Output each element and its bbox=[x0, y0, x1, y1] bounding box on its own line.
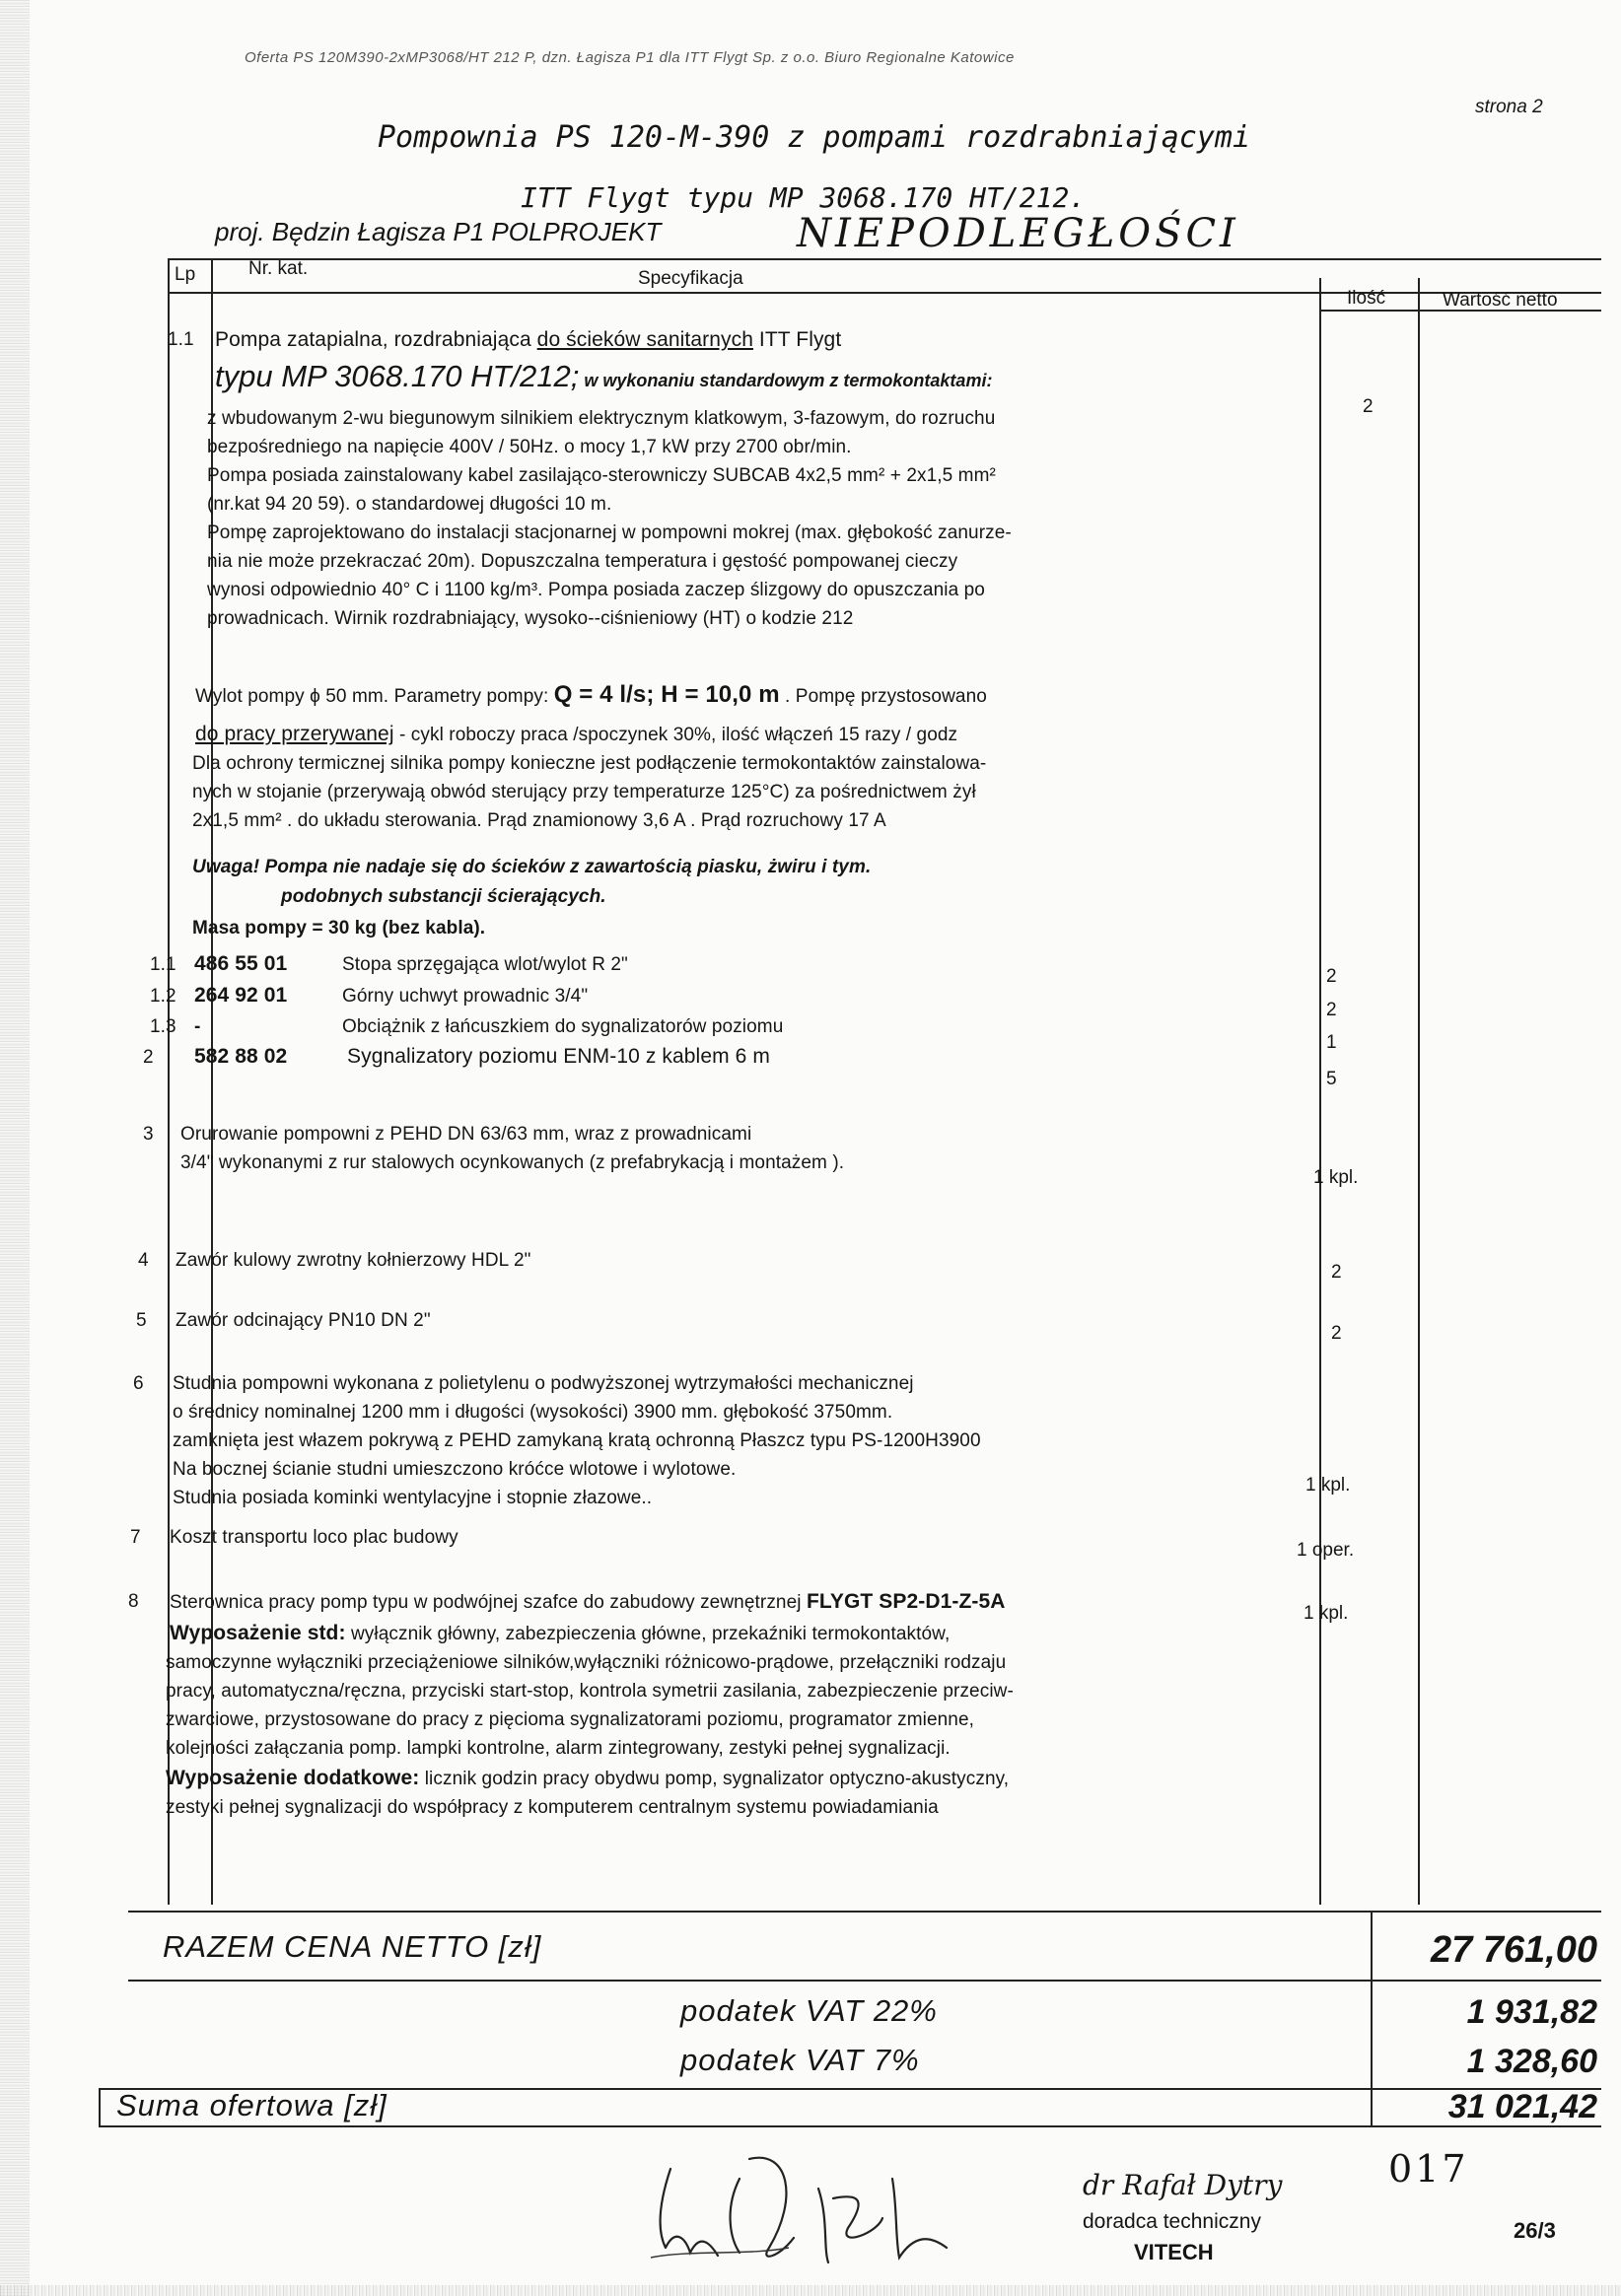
item-6-desc: Studnia pompowni wykonana z polietylenu o podwyższonej wytrzymałości mechanicznej o średnicy nominalnej 1200 mm i długości (wysokości) 3900 mm. głębokość 3750mm. zamknięta jest włazem pokrywą z PEHD zamykaną kratą ochronną Płaszcz typu PS-1200H3900 Na bocznej ścianie studni umieszczono króćce wlotowe i wylotowe. Studnia posiada kominki wentylacyjne i stopnie złazowe.. bbox=[173, 1373, 981, 1508]
page-label: strona 2 bbox=[1475, 97, 1543, 117]
col-value: Wartość netto bbox=[1443, 290, 1558, 311]
scan-bottom-noise bbox=[0, 2285, 1621, 2296]
sum-bottom-border bbox=[99, 2125, 1601, 2127]
sum-label: Suma ofertowa [zł] bbox=[116, 2088, 388, 2122]
item-1-1-work: do pracy przerywanej - cykl roboczy praca /spoczynek 30%, ilość włączeń 15 razy / godz bbox=[195, 723, 958, 745]
accessory-qty: 5 bbox=[1326, 1069, 1337, 1089]
item-6-qty: 1 kpl. bbox=[1305, 1475, 1351, 1496]
vat7-value: 1 328,60 bbox=[1466, 2043, 1597, 2080]
item-7-qty: 1 oper. bbox=[1297, 1540, 1355, 1561]
stamp-number: 017 bbox=[1388, 2147, 1469, 2191]
item-3-desc: Orurowanie pompowni z PEHD DN 63/63 mm, wraz z prowadnicami 3/4" wykonanymi z rur stalowych ocynkowanych (z prefabrykacją i montażem ). bbox=[180, 1124, 845, 1173]
item-1-1-warning-1: Uwaga! Pompa nie nadaje się do ścieków z zawartością piasku, żwiru i tym. bbox=[192, 857, 872, 877]
signatory-role: doradca techniczny bbox=[1083, 2210, 1261, 2233]
totals-net-bottom-border bbox=[128, 1980, 1601, 1982]
vat22-label: podatek VAT 22% bbox=[680, 1993, 938, 2028]
item-1-1-outlet: Wylot pompy ϕ 50 mm. Parametry pompy: Q = 4 l/s; H = 10,0 m . Pompę przystosowano bbox=[195, 681, 987, 708]
table-qty-divider bbox=[1319, 278, 1321, 1905]
item-1-1-mass: Masa pompy = 30 kg (bez kabla). bbox=[192, 918, 486, 939]
item-5-qty: 2 bbox=[1331, 1323, 1342, 1344]
title-line-2: ITT Flygt typu MP 3068.170 HT/212. bbox=[521, 181, 1087, 214]
scan-edge-noise bbox=[0, 0, 30, 2296]
item-7-lp: 7 bbox=[130, 1527, 141, 1548]
sum-value: 31 021,42 bbox=[1447, 2088, 1597, 2125]
item-8-std: Wyposażenie std: wyłącznik główny, zabezpieczenia główne, przekaźniki termokontaktów, bbox=[170, 1622, 951, 1644]
net-total-value: 27 761,00 bbox=[1430, 1929, 1597, 1971]
item-6-lp: 6 bbox=[133, 1373, 144, 1394]
item-5-lp: 5 bbox=[136, 1310, 147, 1331]
accessory-row: 1.3 - Obciążnik z łańcuszkiem do sygnalizatorów poziomu bbox=[150, 1016, 784, 1037]
item-3-qty: 1 kpl. bbox=[1313, 1167, 1359, 1188]
item-4-lp: 4 bbox=[138, 1250, 149, 1271]
handwritten-note: NIEPODLEGŁOŚCI bbox=[797, 211, 1239, 256]
table-header-border bbox=[168, 292, 1601, 294]
vat22-value: 1 931,82 bbox=[1466, 1993, 1597, 2031]
item-7-desc: Koszt transportu loco plac budowy bbox=[170, 1527, 458, 1548]
item-3-lp: 3 bbox=[143, 1124, 154, 1145]
accessory-qty: 1 bbox=[1326, 1032, 1337, 1053]
item-1-1-line-1: Pompa zatapialna, rozdrabniająca do ścieków sanitarnych ITT Flygt bbox=[215, 328, 842, 351]
item-8-line-1: Sterownica pracy pomp typu w podwójnej szafce do zabudowy zewnętrznej FLYGT SP2-D1-Z-5A bbox=[170, 1590, 1006, 1613]
item-1-1-qty: 2 bbox=[1363, 396, 1374, 417]
project-line: proj. Będzin Łagisza P1 POLPROJEKT bbox=[215, 217, 662, 246]
item-8-desc: samoczynne wyłączniki przeciążeniowe silników,wyłączniki różnicowo-prądowe, przełączniki rodzaju pracy, automatyczna/ręczna, przyciski start-stop, kontrola symetrii zasilania, zabezpieczenie przeciw- zwarciowe, przystosowane do pracy z pięcioma sygnalizatorami poziomu, programator zmienne, kolejności załączania pomp. lampki kontrolne, alarm zintegrowany, zestyki pełnej sygnalizacji. bbox=[166, 1652, 1014, 1759]
item-5-desc: Zawór odcinający PN10 DN 2" bbox=[176, 1310, 431, 1331]
item-4-desc: Zawór kulowy zwrotny kołnierzowy HDL 2" bbox=[176, 1250, 531, 1271]
item-8-lp: 8 bbox=[128, 1591, 139, 1612]
item-1-1-lp: 1.1 bbox=[168, 329, 194, 350]
table-top-border bbox=[168, 258, 1601, 260]
accessory-row: 1.1 486 55 01 Stopa sprzęgająca wlot/wylot R 2" bbox=[150, 952, 628, 975]
col-spec: Specyfikacja bbox=[638, 268, 743, 289]
totals-value-divider bbox=[1371, 1911, 1373, 2125]
totals-top-border bbox=[128, 1911, 1601, 1913]
signatory-company: VITECH bbox=[1134, 2240, 1214, 2264]
item-1-1-desc: z wbudowanym 2-wu biegunowym silnikiem elektrycznym klatkowym, 3-fazowym, do rozruchu bezpośredniego na napięcie 400V / 50Hz. o mocy 1,7 kW przy 2700 obr/min. Pompa posiada zainstalowany kabel zasilająco-sterowniczy SUBCAB 4x2,5 mm² + 2x1,5 mm² (nr.kat 94 20 59). o standardowej długości 10 m. Pompę zaprojektowano do instalacji stacjonarnej w pompowni mokrej (max. głębokość zanurze- nia nie może przekraczać 20m). Dopuszczalna temperatura i gęstość pompowanej cieczy wynosi odpowiednio 40° C i 1100 kg/m³. Pompa posiada zaczep ślizgowy do opuszczania po prowadnicach. Wirnik rozdrabniający, wysoko--ciśnieniowy (HT) o kodzie 212 bbox=[207, 408, 1012, 629]
sum-left-border bbox=[99, 2088, 101, 2127]
accessory-qty: 2 bbox=[1326, 1000, 1337, 1020]
signatory-name: dr Rafał Dytry bbox=[1083, 2169, 1283, 2201]
col-lp: Lp bbox=[175, 264, 196, 285]
item-1-1-thermal: Dla ochrony termicznej silnika pompy konieczne jest podłączenie termokontaktów zainstalowa- nych w stojanie (przerywają obwód sterujący przy temperaturze 125°C) za pośrednictwem żył 2x1,5 mm² . do układu sterowania. Prąd znamionowy 3,6 A . Prąd rozruchowy 17 A bbox=[192, 753, 987, 831]
net-total-label: RAZEM CENA NETTO [zł] bbox=[163, 1929, 542, 1964]
signature-scribble bbox=[631, 2139, 986, 2277]
item-4-qty: 2 bbox=[1331, 1262, 1342, 1283]
accessory-row: 1.2 264 92 01 Górny uchwyt prowadnic 3/4" bbox=[150, 984, 589, 1007]
item-1-1-line-2: typu MP 3068.170 HT/212; w wykonaniu standardowym z termokontaktami: bbox=[215, 359, 993, 393]
vat7-label: podatek VAT 7% bbox=[680, 2043, 920, 2077]
table-value-divider bbox=[1418, 278, 1420, 1905]
item-8-last: zestyki pełnej sygnalizacji do współpracy z komputerem centralnym systemu powiadamiania bbox=[166, 1797, 939, 1818]
item-8-additional: Wyposażenie dodatkowe: licznik godzin pracy obydwu pomp, sygnalizator optyczno-akustyczny, bbox=[166, 1767, 1010, 1789]
item-8-qty: 1 kpl. bbox=[1304, 1603, 1349, 1624]
fax-header: Oferta PS 120M390-2xMP3068/HT 212 P, dzn. Łagisza P1 dla ITT Flygt Sp. z o.o. Biuro Regionalne Katowice bbox=[245, 49, 1015, 66]
col-nr-kat: Nr. kat. bbox=[248, 258, 309, 279]
col-qty: Ilość bbox=[1347, 288, 1386, 309]
title-line-1: Pompownia PS 120-M-390 z pompami rozdrabniającymi bbox=[378, 120, 1251, 155]
accessory-qty: 2 bbox=[1326, 966, 1337, 987]
accessory-row: 2 582 88 02 Sygnalizatory poziomu ENM-10 z kablem 6 m bbox=[143, 1045, 770, 1068]
page-reference: 26/3 bbox=[1514, 2218, 1556, 2243]
item-1-1-warning-2: podobnych substancji ścierających. bbox=[281, 886, 606, 907]
